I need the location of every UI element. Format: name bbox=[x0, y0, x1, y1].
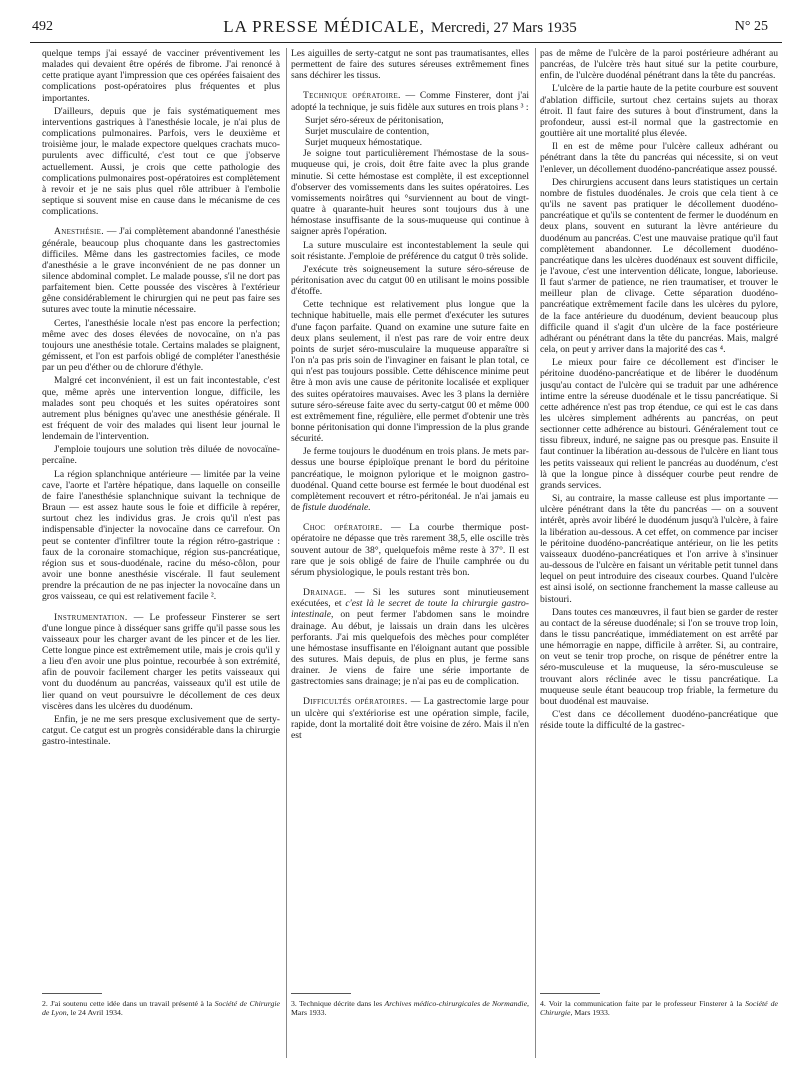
paragraph: Enfin, je ne me sers presque exclusivement que de serty-catgut. Ce catgut est un progrès considérable dans la chirurgie gastro-intestinale. bbox=[42, 713, 280, 748]
paragraph: Des chirurgiens accusent dans leurs statistiques un certain nombre de fistules duodénales. Je crois que cela tient à ce qu'ils ne savent pas pratiquer le décollement duodéno-pancréatique et qu'ils se contentent de fermer le duodénum en deux plans, souvent en suturant la lèvre antérieure du duodénum au pancréas. C'est une mauvaise pratique qu'il faut complètement abandonner. Le décollement duodéno-pancréatique dans les ulcères duodénaux est souvent difficile, je l'avoue, c'est une intervention délicate, longue, laborieuse. Il faut s'armer de patience, ne rien traumatiser, et trouver le meilleur plan de clivage. Cette séparation duodéno-pancréatique extrêmement facile dans les ulcères du pylore, de la face antérieure du duodénum, devient beaucoup plus difficile quand il s'agit d'un ulcère de la face postérieure adhérant ou pénétrant dans la tête du pancréas. Mais, malgré cela, on peut y arriver dans la majorité des cas ⁴. bbox=[540, 176, 778, 356]
section-heading: Instrumentation. bbox=[54, 611, 128, 623]
paragraph: J'emploie toujours une solution très diluée de novocaïne-percaïne. bbox=[42, 444, 280, 467]
footnote-4 bbox=[540, 999, 778, 1018]
section-instrumentation bbox=[42, 612, 280, 712]
footnote-text: 2. J'ai soutenu cette idée dans un travail présenté à la bbox=[42, 999, 215, 1008]
section-text: — La gastrectomie large pour un ulcère qui s'extériorise est une opération simple, facile, rapide, dont la mortalité doit être voisine de zéro. Mais il n'en est bbox=[291, 696, 529, 741]
suture-plan-item: Surjet muqueux hémostatique. bbox=[305, 137, 422, 149]
section-text: — Si les sutures sont minutieusement exécutées, et bbox=[291, 587, 529, 610]
issue-date: Mercredi, 27 Mars 1935 bbox=[430, 20, 577, 36]
footnote-text: , le 24 Avril 1934. bbox=[66, 1008, 123, 1018]
section-heading: Choc opératoire. bbox=[303, 522, 383, 534]
section-text: — J'ai complètement abandonné l'anesthésie générale, beaucoup plus choquante dans les gastrectomies difficiles. Même dans les gastrectomies faciles, ce mode d'anesthésie a le grave inconvénient de ne pas donner un silence abdominal complet. Le malade pousse, s'il ne dort pas parfaitement bien. Cette poussée des viscères à l'extérieur gêne considérablement le chirurgien qui ne peut pas faire ses sutures avec toute la minutie nécessaire. bbox=[42, 226, 280, 316]
suture-plan-item: Surjet musculaire de contention, bbox=[305, 125, 430, 137]
footnote-rule bbox=[291, 993, 351, 994]
section-heading: Technique opératoire. bbox=[303, 90, 401, 102]
column-1 bbox=[42, 48, 280, 986]
section-heading: Drainage. bbox=[303, 587, 347, 599]
section-text: on peut fermer l'abdomen sans le moindre drainage. Au début, je laissais un drain dans les ulcères perforants. J'ai mis quelquefois des mèches pour compléter une hémostase insuffisante en l'éloignant autant que possible des sutures. Mais depuis, de plus en plus, je ferme sans drainer. Je viens de faire une série importante de gastrectomies sans drainage; je n'ai pas eu de complication. bbox=[291, 609, 529, 688]
footnote-text: , Mars 1933. bbox=[570, 1008, 610, 1018]
paragraph: La suture musculaire est incontestablement la seule qui soit résistante. J'emploie de préférence du catgut 0 très solide. bbox=[291, 239, 529, 262]
column-3 bbox=[540, 48, 778, 986]
issue-number: N° 25 bbox=[734, 19, 768, 34]
section-heading: Anesthésie. bbox=[54, 226, 104, 238]
section-heading: Difficultés opératoires. bbox=[303, 696, 408, 708]
section-choc bbox=[291, 522, 529, 578]
section-anesthesie bbox=[42, 226, 280, 315]
paragraph bbox=[291, 446, 529, 513]
footnote-emphasis: Archives médico-chirurgicales de Normandie bbox=[384, 999, 528, 1008]
footnote-text: 4. Voir la communication faite par le professeur Finsterer à la bbox=[540, 999, 746, 1008]
running-title bbox=[20, 17, 780, 37]
paragraph: L'ulcère de la partie haute de la petite courbure est souvent d'ablation difficile, surtout chez certains sujets au thorax étroit. Il faut faire des sutures à bout d'instrument, dans la profondeur, aussi est-il normal que la gastrectomie en gouttière ait une mortalité plus élevée. bbox=[540, 83, 778, 140]
page-header bbox=[20, 17, 780, 43]
section-text: — Le professeur Finsterer se sert d'une longue pince à disséquer sans griffe qu'il passe sous les vaisseaux pour les charger avant de les pincer et de les lier. Cette longue pince est extrêmement utile, mais je crois qu'il y a lieu d'en avoir une plus pointue, recourbée à son extrémité, afin de pouvoir facilement charger les petits vaisseaux qui vont du duodénum au pancréas, vaisseaux qu'il est utile de lier quand on veut poursuivre le décollement de ces deux viscères dans les ulcères du duodénum. bbox=[42, 611, 280, 712]
paragraph: pas de même de l'ulcère de la paroi postérieure adhérant au pancréas, de l'ulcère très haut situé sur la petite courbure, enfin, de l'ulcère duodénal pénétrant dans la tête du pancréas. bbox=[540, 48, 778, 82]
section-text: — La courbe thermique post-opératoire ne dépasse que très rarement 38,5, elle oscille très souvent autour de 38°, quelquefois même reste à 37°. Il est rare que je sois obligé de faire de l'huile camphrée ou du sérum physiologique, le pouls restant très bon. bbox=[291, 522, 529, 578]
paragraph: quelque temps j'ai essayé de vacciner préventivement les malades qui devaient être opérés de fibrome. J'ai renoncé à cette pratique ayant l'impression que ces opérées faisaient des complications post-opératoires plus fréquentes et plus importantes. bbox=[42, 48, 280, 104]
section-drainage bbox=[291, 587, 529, 687]
paragraph: Le mieux pour faire ce décollement est d'inciser le péritoine duodéno-pancréatique et de libérer le duodénum jusqu'au contact de l'ulcère qui se traduit par une adhérence intime entre la séreuse duodénale et le tissu pancréatique. Si cette adhérence n'est pas trop étendue, ce qui est le cas dans les ulcères simplement adhérents au pancréas, on peut sectionner cette adhérence au bistouri. Généralement tout ce tissu fibreux, induré, ne saigne pas ou presque pas. Ensuite il faut continuer la libération au-dessous de l'ulcère en liant tous les petits vaisseaux qui relient le pancréas au duodénum, c'est là que la longue pince à disséquer courbe peut rendre de grands services. bbox=[540, 357, 778, 491]
column-divider bbox=[286, 48, 287, 1058]
emphasis: fistule duodénale. bbox=[302, 502, 371, 514]
journal-title: LA PRESSE MÉDICALE, bbox=[223, 17, 425, 36]
footnote-3 bbox=[291, 999, 529, 1018]
paragraph: Si, au contraire, la masse calleuse est plus importante — ulcère pénétrant dans la tête du pancréas — on a souvent intérêt, après avoir libéré le duodénum jusqu'à l'ulcère, à faire la libération au-dessous. A cet effet, on commence par inciser le péritoine duodéno-pancréatique antérieur, on lie les petits vaisseaux duodéno-pancréatiques et l'on arrive à s'insinuer au-dessous de l'ulcère en faisant un véritable petit tunnel dans lequel on peut introduire des ciseaux courbes. Quand l'ulcère est ainsi isolé, on sectionne franchement la masse calleuse au bistouri. bbox=[540, 493, 778, 605]
column-2 bbox=[291, 48, 529, 986]
paragraph-text: Je ferme toujours le duodénum en trois plans. Je mets par-dessus une bourse épiploïque prenant le bord du péritoine pancréatique, le moignon pylorique et le moignon gastro-duodénal. Quand cette bourse est fermée le bout duodénal est complètement recouvert et rétro-péritonéal. Je n'ai jamais eu de bbox=[291, 446, 529, 514]
paragraph: D'ailleurs, depuis que je fais systématiquement mes interventions gastriques à l'anesthésie locale, je n'ai plus de complications pulmonaires. Parfois, vers le deuxième et troisième jour, le malade expectore quelques crachats muco-purulents avec difficulté, c'est tout ce que j'observe actuellement. Aussi, je crois que cette pathologie des complications pulmonaires post-opératoires est complètement à revoir et je ne sais plus quel rôle attribuer à l'embolie septique si souvent mise en cause dans le mécanisme de ces complications. bbox=[42, 105, 280, 218]
footnote-rule bbox=[42, 993, 102, 994]
paragraph: C'est dans ce décollement duodéno-pancréatique que réside toute la difficulté de la gastrec- bbox=[540, 709, 778, 732]
footnote-rule bbox=[540, 993, 600, 994]
section-technique bbox=[291, 90, 529, 112]
footnote-2 bbox=[42, 999, 280, 1018]
section-text: — Comme Finsterer, dont j'ai adopté la technique, je suis fidèle aux sutures en trois plans ³ : bbox=[291, 90, 529, 113]
column-divider bbox=[535, 48, 536, 1058]
paragraph: Je soigne tout particulièrement l'hémostase de la sous-muqueuse qui, je crois, doit être faite avec la plus grande minutie. Si cette hémostase est complète, il est exceptionnel d'observer des vomissements dans les suites opératoires. Les vomissements noirâtres qui °surviennent au bout de vingt-quatre à quarante-huit heures sont toujours dus à une hémostase insuffisante de la sous-muqueuse qui continue à saigner après l'opération. bbox=[291, 148, 529, 238]
footnote-emphasis: Société de Chirurgie bbox=[540, 999, 778, 1018]
emphasis: c'est là le secret de toute la chirurgie gastro-intestinale, bbox=[291, 598, 529, 621]
paragraph: J'exécute très soigneusement la suture séro-séreuse de péritonisation avec du catgut 00 en utilisant le moins possible d'étoffe. bbox=[291, 263, 529, 298]
header-rule bbox=[30, 42, 782, 43]
paragraph: Cette technique est relativement plus longue que la technique habituelle, mais elle permet d'exécuter les sutures d'une façon parfaite. Quand on examine une suture faite en deux plans seulement, il n'est pas rare de voir entre deux points de surjet séro-musculaire la muqueuse apparaître si l'on n'a pas pris soin de l'invaginer en faisant le plan total, ce qui n'est pas toujours possible. Cette déhiscence minime peut être à mon avis une cause de péritonite localisée et expliquer des suites opératoires mauvaises. Avec les 3 plans la dernière suture séro-séreuse faite avec du serty-catgut 00 et même 000 est extrêmement fine, régulière, elle permet d'obtenir une très bonne péritonisation qui donne l'impression de la plus grande sécurité. bbox=[291, 299, 529, 445]
paragraph: Les aiguilles de serty-catgut ne sont pas traumatisantes, elles permettent de faire des sutures séreuses extrêmement fines sans déchirer les tissus. bbox=[291, 48, 529, 82]
footnote-emphasis: Société de Chirurgie de Lyon bbox=[42, 999, 280, 1018]
section-difficultes bbox=[291, 696, 529, 741]
paragraph: Malgré cet inconvénient, il est un fait incontestable, c'est que, même après une intervention longue, difficile, les malades sont peu choqués et les suites opératoires sont autrement plus bénignes qu'avec une anesthésie générale. Il est fréquent de voir des malades qui lisent leur journal le lendemain de l'intervention. bbox=[42, 375, 280, 443]
paragraph: Certes, l'anesthésie locale n'est pas encore la perfection; même avec des doses élevées de novocaïne, on n'a pas toujours une anesthésie totale. Certains malades se plaignent, gémissent, et l'on est parfois obligé de compléter l'anesthésie par un peu d'éther ou de chlorure d'éthyle. bbox=[42, 317, 280, 374]
footnote-text: , Mars 1933. bbox=[291, 999, 529, 1018]
paragraph: Il en est de même pour l'ulcère calleux adhérant ou pénétrant dans la tête du pancréas qui nécessite, si on veut l'enlever, un décollement duodéno-pancréatique assez poussé. bbox=[540, 141, 778, 175]
paragraph: Dans toutes ces manœuvres, il faut bien se garder de rester au contact de la séreuse duodénale; si l'on se trouve trop loin, dans le tissu pancréatique, immédiatement on est arrêté par une hémorragie en nappe, difficile à arrêter. Si, au contraire, on veut se tenir trop proche, on risque de pénétrer entre la séro-musculeuse et la muqueuse, la séro-musculeuse se trouvant alors réclinée avec le tissu pancréatique. La muqueuse seule étant beaucoup trop friable, la fermeture du bout duodénal est mauvaise. bbox=[540, 606, 778, 707]
suture-plan-item: Surjet séro-séreux de péritonisation, bbox=[305, 114, 444, 126]
page-number: 492 bbox=[32, 19, 53, 34]
paragraph: La région splanchnique antérieure — limitée par la veine cave, l'aorte et l'artère hépatique, dans laquelle on conseille de faire l'anesthésie splanchnique suivant la technique de Braun — est assez haute sous le foie et difficile à repérer, surtout chez les individus gras. Je crois qu'il n'est pas indispensable d'injecter la novocaïne dans ce carrefour. On peut se contenter d'infiltrer toute la région rétro-gastrique : faux de la coronaire stomachique, région sus-pancréatique, région sus et sous-duodénale, racine du méso-côlon, pour avoir une bonne anesthésie viscérale. Il faut seulement prendre la précaution de ne pas injecter la novocaïne dans un gros vaisseau, ce qui est relativement facile ². bbox=[42, 468, 280, 603]
footnote-text: 3. Technique décrite dans les bbox=[291, 999, 385, 1008]
